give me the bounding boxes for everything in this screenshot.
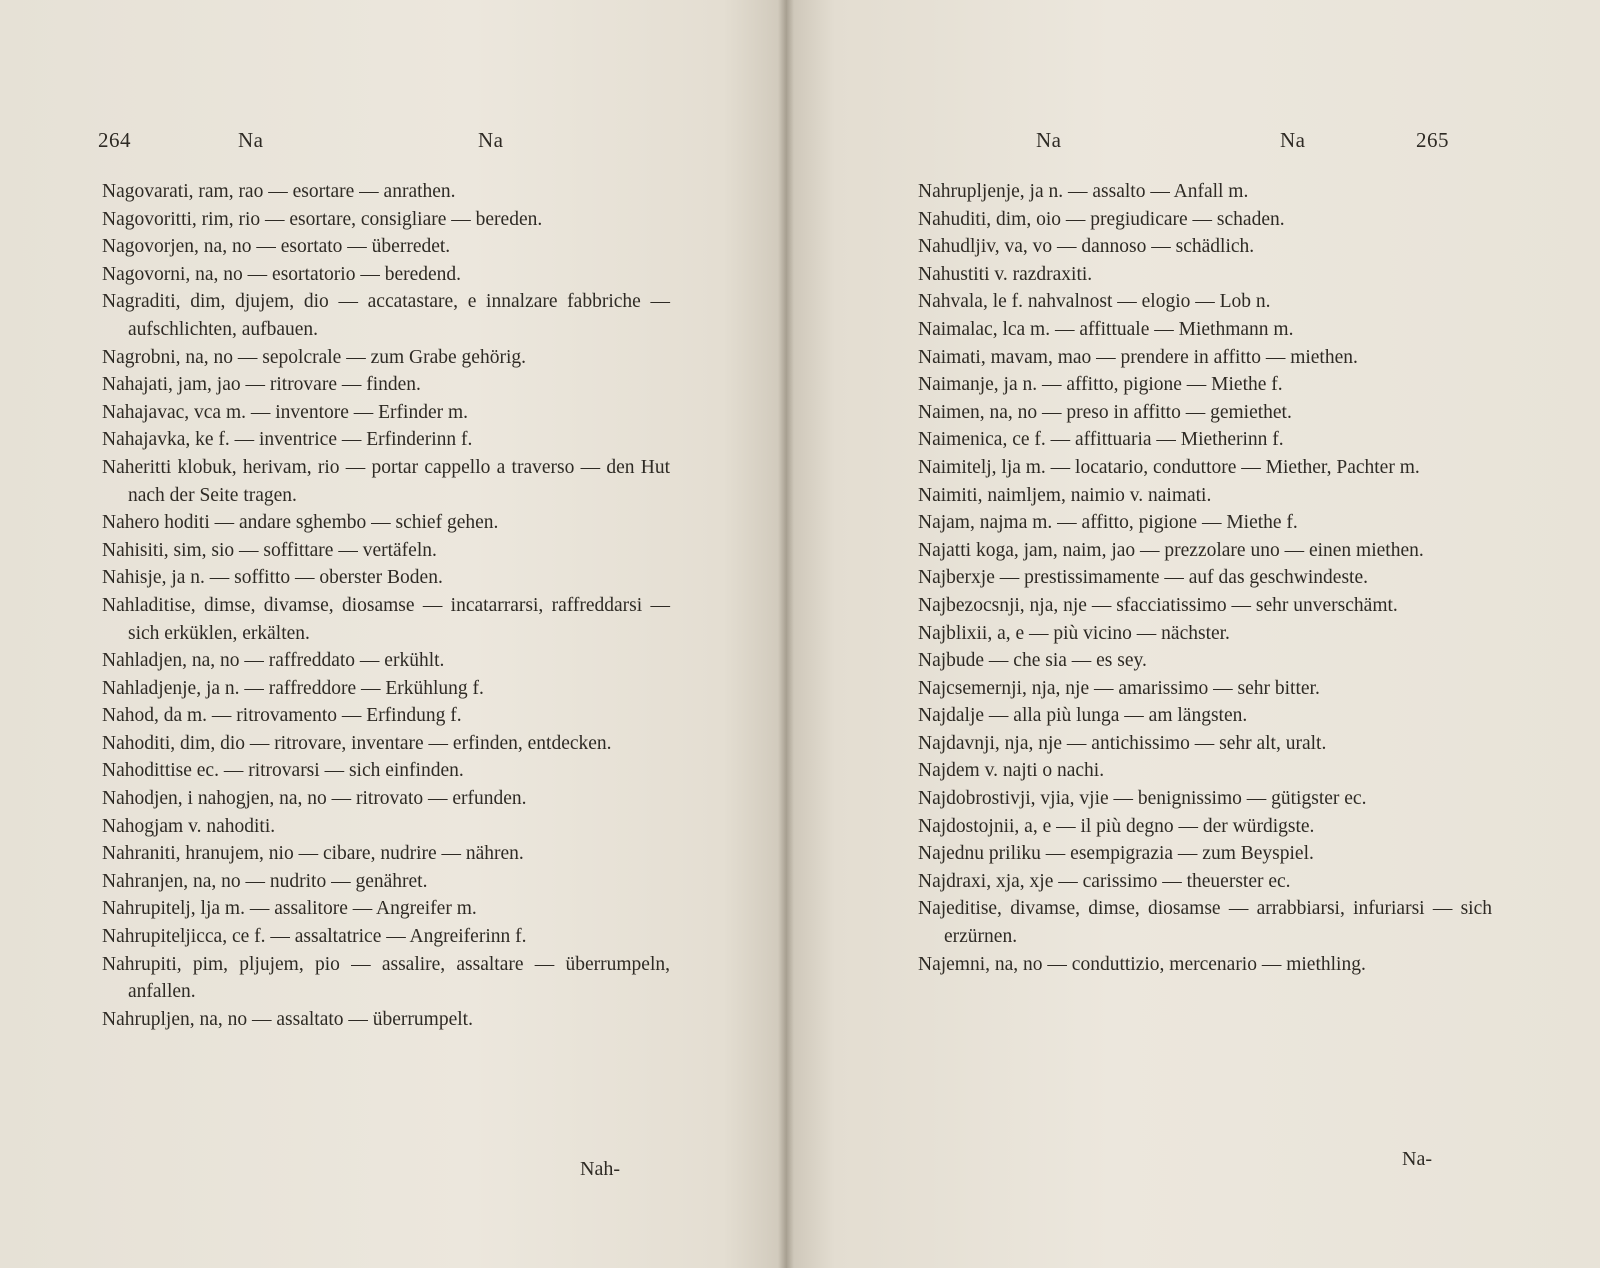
dictionary-entry: Nahisje, ja n. — soffitto — oberster Boden.	[102, 567, 443, 589]
dictionary-entry: Najatti koga, jam, naim, jao — prezzolare uno — einen miethen.	[918, 539, 1424, 561]
dictionary-entry: Naheritti klobuk, herivam, rio — portar cappello a traverso — den Hut nach der Seite tragen.	[102, 456, 670, 506]
dictionary-entry: Nahajati, jam, jao — ritrovare — finden.	[102, 374, 421, 396]
dictionary-entry: Nahuditi, dim, oio — pregiudicare — schaden.	[918, 208, 1285, 230]
dictionary-entry: Najeditise, divamse, dimse, diosamse — arrabbiarsi, infuriarsi — sich erzürnen.	[918, 898, 1492, 948]
running-head-left-1: Na	[238, 128, 264, 152]
dictionary-entry: Najberxje — prestissimamente — auf das geschwindeste.	[918, 567, 1368, 589]
dictionary-entry: Naimati, mavam, mao — prendere in affitto — miethen.	[918, 346, 1358, 368]
dictionary-entry: Nagraditi, dim, djujem, dio — accatastare, e innalzare fabbriche — aufschlichten, aufbauen.	[102, 291, 670, 340]
running-head-right-1: Na	[1036, 128, 1062, 152]
dictionary-entry: Nahustiti v. razdraxiti.	[918, 263, 1093, 285]
dictionary-entry: Nahudljiv, va, vo — dannoso — schädlich.	[918, 236, 1255, 258]
dictionary-entry: Nahajavka, ke f. — inventrice — Erfinderinn f.	[102, 429, 473, 451]
dictionary-entry: Nahajavac, vca m. — inventore — Erfinder m.	[102, 401, 469, 423]
dictionary-entry: Naimenica, ce f. — affittuaria — Mietherinn f.	[918, 429, 1284, 451]
left-page	[0, 0, 786, 1268]
dictionary-entry: Nahod, da m. — ritrovamento — Erfindung f.	[102, 705, 462, 727]
dictionary-entry: Nahisiti, sim, sio — soffittare — vertäfeln.	[102, 539, 437, 561]
dictionary-entry: Nagovorni, na, no — esortatorio — beredend.	[102, 263, 462, 285]
dictionary-entry: Nahrupljen, na, no — assaltato — überrumpelt.	[102, 1008, 473, 1030]
running-head-left-2: Na	[478, 128, 504, 152]
dictionary-entry: Nahrupiti, pim, pljujem, pio — assalire, assaltare — überrumpeln, anfallen.	[102, 953, 670, 1003]
dictionary-entry: Najdraxi, xja, xje — carissimo — theuerster ec.	[918, 870, 1291, 892]
dictionary-entry: Naimanje, ja n. — affitto, pigione — Miethe f.	[918, 374, 1283, 396]
dictionary-entry: Najemni, na, no — conduttizio, mercenario — miethling.	[918, 953, 1366, 975]
dictionary-entry: Najednu priliku — esempigrazia — zum Beyspiel.	[918, 843, 1314, 865]
dictionary-entry: Nagrobni, na, no — sepolcrale — zum Grabe gehörig.	[102, 346, 526, 368]
page-number-left: 264	[98, 128, 131, 152]
running-head-right-2: Na	[1280, 128, 1306, 152]
dictionary-entry: Nagovoritti, rim, rio — esortare, consigliare — bereden.	[102, 208, 543, 230]
dictionary-entry: Nahogjam v. nahoditi.	[102, 815, 276, 837]
dictionary-entry: Naimen, na, no — preso in affitto — gemiethet.	[918, 401, 1292, 423]
entry-list-right	[918, 178, 1492, 978]
dictionary-entry: Nahrupljenje, ja n. — assalto — Anfall m.	[918, 181, 1249, 202]
dictionary-entry: Nahodjen, i nahogjen, na, no — ritrovato — erfunden.	[102, 788, 527, 810]
book-gutter	[778, 0, 794, 1268]
catchword-left: Nah-	[580, 1158, 620, 1180]
dictionary-entry: Najcsemernji, nja, nje — amarissimo — sehr bitter.	[918, 677, 1320, 699]
dictionary-entry: Naimalac, lca m. — affittuale — Miethmann m.	[918, 318, 1294, 340]
dictionary-entry: Nahladitise, dimse, divamse, diosamse — incatarrarsi, raffreddarsi — sich erküklen, erkälten.	[102, 594, 670, 644]
dictionary-entry: Nahero hoditi — andare sghembo — schief gehen.	[102, 512, 499, 534]
dictionary-entry: Nahraniti, hranujem, nio — cibare, nudrire — nähren.	[102, 843, 524, 865]
dictionary-entry: Nahrupiteljicca, ce f. — assaltatrice — Angreiferinn f.	[102, 926, 527, 948]
dictionary-entry: Najbezocsnji, nja, nje — sfacciatissimo — sehr unverschämt.	[918, 594, 1398, 616]
dictionary-entry: Najdostojnii, a, e — il più degno — der würdigste.	[918, 815, 1315, 837]
dictionary-entry: Najdem v. najti o nachi.	[918, 760, 1105, 782]
dictionary-entry: Najbude — che sia — es sey.	[918, 650, 1147, 672]
dictionary-entry: Nahrupitelj, lja m. — assalitore — Angreifer m.	[102, 898, 477, 920]
dictionary-entry: Nahodittise ec. — ritrovarsi — sich einfinden.	[102, 760, 464, 782]
dictionary-entry: Nagovarati, ram, rao — esortare — anrathen.	[102, 181, 456, 202]
dictionary-entry: Najdalje — alla più lunga — am längsten.	[918, 705, 1248, 727]
page-number-right: 265	[1416, 128, 1449, 152]
dictionary-entry: Najblixii, a, e — più vicino — nächster.	[918, 622, 1230, 644]
dictionary-entry: Nahladjen, na, no — raffreddato — erkühlt.	[102, 650, 445, 672]
catchword-right: Na-	[1402, 1148, 1432, 1170]
dictionary-entry: Nagovorjen, na, no — esortato — überredet.	[102, 236, 451, 258]
dictionary-entry: Naimiti, naimljem, naimio v. naimati.	[918, 484, 1212, 506]
dictionary-entry: Najdavnji, nja, nje — antichissimo — sehr alt, uralt.	[918, 732, 1327, 754]
dictionary-entry: Nahvala, le f. nahvalnost — elogio — Lob n.	[918, 291, 1271, 313]
dictionary-entry: Najdobrostivji, vjia, vjie — benignissimo — gütigster ec.	[918, 788, 1367, 810]
dictionary-entry: Nahoditi, dim, dio — ritrovare, inventare — erfinden, entdecken.	[102, 732, 612, 754]
dictionary-entry: Nahranjen, na, no — nudrito — genähret.	[102, 870, 428, 892]
dictionary-entry: Nahladjenje, ja n. — raffreddore — Erkühlung f.	[102, 677, 484, 699]
dictionary-entry: Najam, najma m. — affitto, pigione — Miethe f.	[918, 512, 1298, 534]
entry-list-left	[102, 178, 670, 1033]
dictionary-entry: Naimitelj, lja m. — locatario, conduttore — Miether, Pachter m.	[918, 456, 1420, 478]
